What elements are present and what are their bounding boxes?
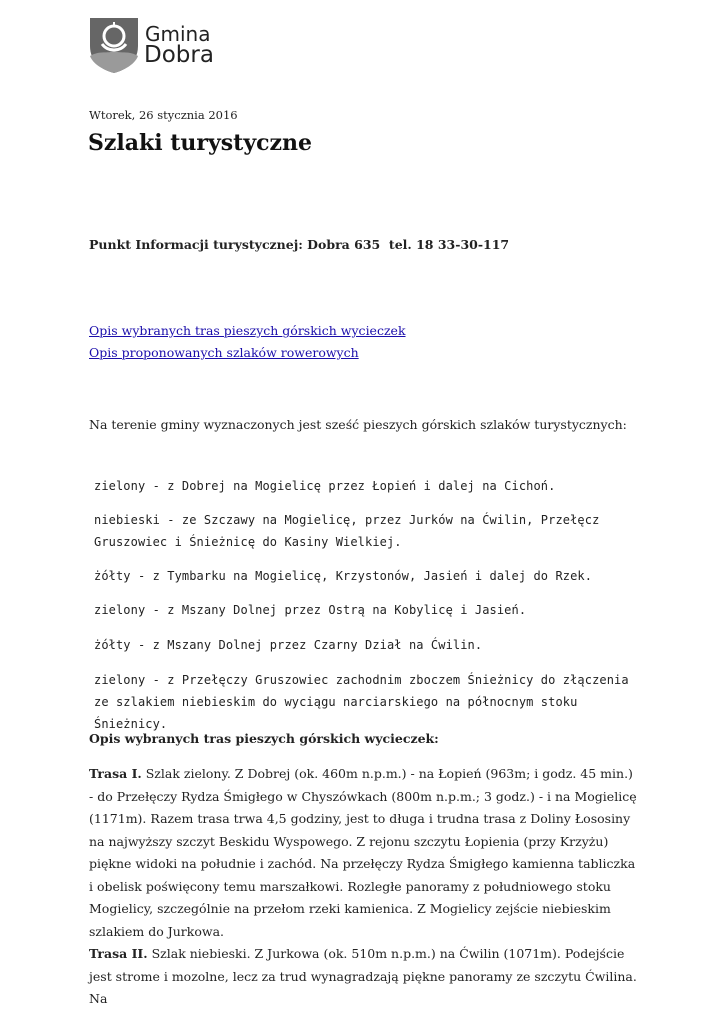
trails-intro: Na terenie gminy wyznaczonych jest sześć pieszych górskich szlaków turystycznych:	[89, 417, 627, 432]
coat-of-arms-icon	[88, 16, 140, 74]
trail-item: zielony - z Mszany Dolnej przez Ostrą na Kobylicę i Jasień.	[94, 603, 527, 617]
trail-item: niebieski - ze Szczawy na Mogielicę, przez Jurków na Ćwilin, Przełęcz Gruszowiec i Śnieżnicę do Kasiny Wielkiej.	[94, 513, 600, 549]
routes-heading: Opis wybranych tras pieszych górskich wycieczek:	[89, 731, 439, 746]
article-date: Wtorek, 26 stycznia 2016	[89, 108, 238, 122]
trail-item: żółty - z Mszany Dolnej przez Czarny Dział na Ćwilin.	[94, 638, 483, 652]
tourist-info-point: Punkt Informacji turystycznej: Dobra 635 tel. 18 33-30-117	[89, 237, 510, 252]
trail-item: zielony - z Dobrej na Mogielicę przez Łopień i dalej na Cichoń.	[94, 479, 556, 493]
logo-text-gmina: Gmina	[145, 22, 211, 46]
hiking-routes-link[interactable]: Opis wybranych tras pieszych górskich wycieczek	[89, 323, 406, 338]
route-label: Trasa II.	[89, 946, 148, 961]
route-text: Szlak zielony. Z Dobrej (ok. 460m n.p.m.) - na Łopień (963m; i godz. 45 min.) - do Przełęczy Rydza Śmigłego w Chyszówkach (800m n.p.m.; 3 godz.) - i na Mogielicę (1171m). Razem trasa trwa 4,5 godziny, jest to długa i trudna trasa z Doliny Łososiny na najwyższy szczyt Beskidu Wyspowego. Z rejonu szczytu Łopienia (przy Krzyżu) piękne widoki na południe i zachód. Na przełęczy Rydza Śmigłego kamienna tabliczka i obelisk poświęcony temu marszałkowi. Rozległe panoramy z południowego stoku Mogielicy, szczególnie na przełom rzeki kamienica. Z Mogielicy zejście niebieskim szlakiem do Jurkowa.	[89, 766, 637, 939]
route-description	[89, 763, 637, 943]
route-description	[89, 943, 637, 1011]
page-title: Szlaki turystyczne	[88, 130, 312, 156]
trail-item: żółty - z Tymbarku na Mogielicę, Krzystonów, Jasień i dalej do Rzek.	[94, 569, 593, 583]
trail-item: zielony - z Przełęczy Gruszowiec zachodnim zboczem Śnieżnicy do złączenia ze szlakiem niebieskim do wyciągu narciarskiego na północnym stoku Śnieżnicy.	[94, 673, 629, 731]
bike-routes-link[interactable]: Opis proponowanych szlaków rowerowych	[89, 345, 359, 360]
route-label: Trasa I.	[89, 766, 142, 781]
logo-text-dobra: Dobra	[144, 42, 214, 68]
route-text: Szlak niebieski. Z Jurkowa (ok. 510m n.p.m.) na Ćwilin (1071m). Podejście jest strome i mozolne, lecz za trud wynagradzają piękne panoramy ze szczytu Ćwilina. Na	[89, 946, 637, 1006]
